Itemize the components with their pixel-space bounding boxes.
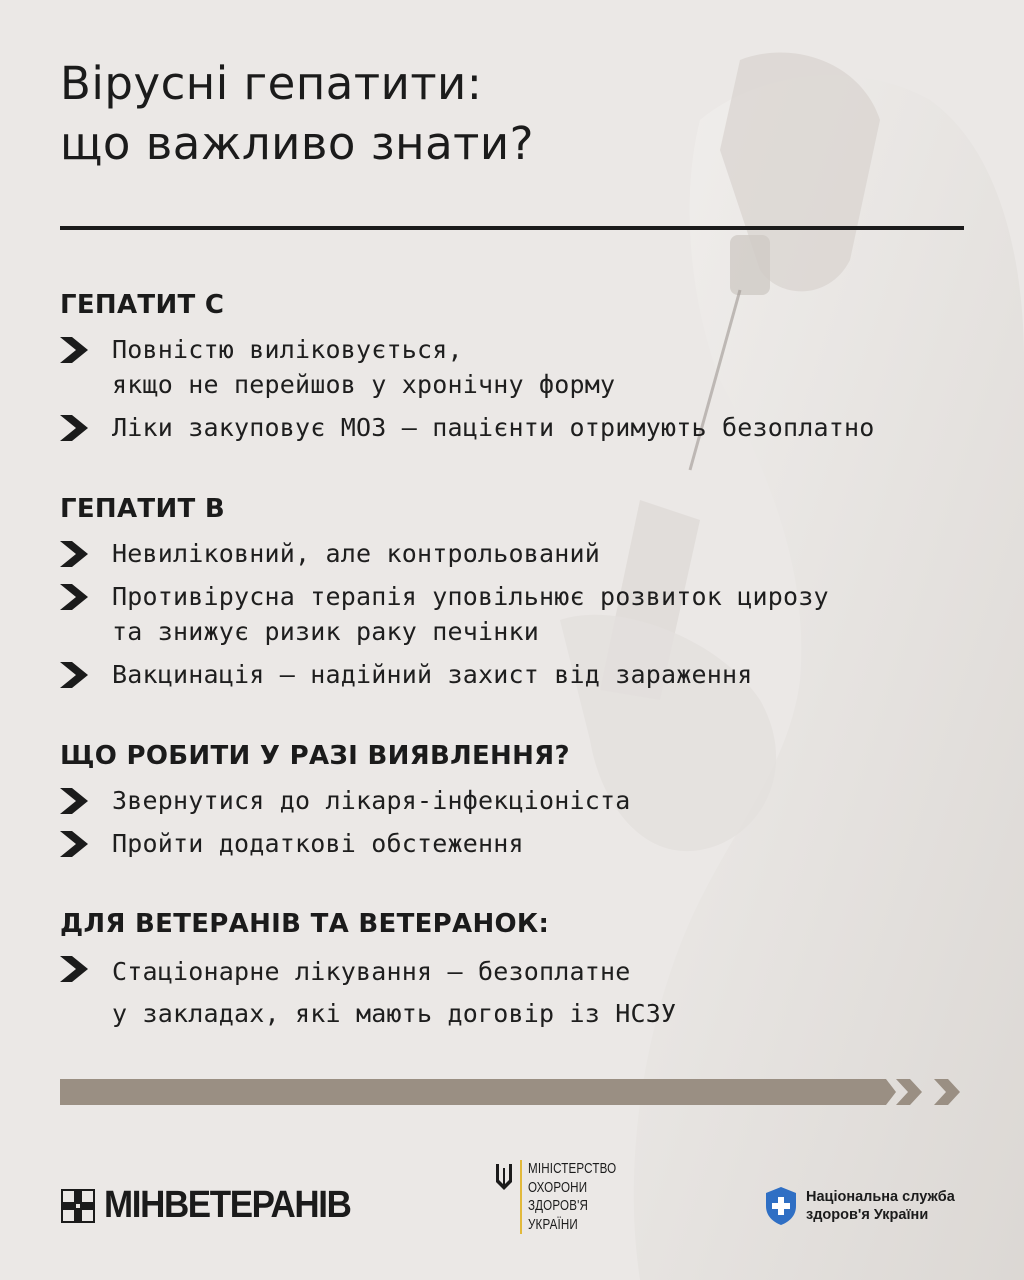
list-item [60,826,980,861]
section-what-to-do [60,739,980,869]
decorative-arrow-bar [60,1079,964,1105]
minveteraniv-logo [60,1184,372,1227]
item-line: Повністю виліковується, [112,335,463,364]
item-line: Невиліковний, але контрольований [112,539,601,568]
title-divider [60,226,964,230]
shield-cross-icon [764,1186,798,1226]
item-line: Пройти додаткові обстеження [112,829,524,858]
nszu-line: здоров'я України [806,1207,929,1223]
section-heading: ДЛЯ ВЕТЕРАНІВ ТА ВЕТЕРАНОК: [60,909,550,939]
item-line: Ліки закуповує МОЗ – пацієнти отримують безоплатно [112,413,875,442]
item-line: Вакцинація – надійний захист від зараження [112,660,753,689]
moz-line: УКРАЇНИ [528,1216,578,1233]
item-line: у закладах, які мають договір із НСЗУ [112,999,677,1028]
nszu-line: Національна служба [806,1189,955,1205]
page-title [60,54,940,174]
title-line-2: що важливо знати? [60,117,534,170]
chevron-right-icon [60,337,92,363]
nszu-logo [764,1186,955,1226]
section-heading: ГЕПАТИТ В [60,494,226,524]
cross-emblem-icon [60,1188,96,1224]
chevron-right-icon [60,956,92,982]
chevron-right-icon [60,541,92,567]
title-line-1: Вірусні гепатити: [60,57,483,110]
chevron-right-icon [60,662,92,688]
list-item [60,783,980,818]
item-line: Звернутися до лікаря-інфекціоніста [112,786,631,815]
item-line: Стаціонарне лікування – безоплатне [112,957,631,986]
list-item [60,951,980,1035]
item-line: Противірусна терапія уповільнює розвиток цирозу [112,582,829,611]
moz-separator [520,1160,522,1234]
section-heading: ГЕПАТИТ С [60,290,225,320]
moz-line: МІНІСТЕРСТВО [528,1161,617,1177]
moz-line: ОХОРОНИ [528,1179,588,1196]
list-item [60,657,980,692]
section-veterans [60,907,980,1043]
chevron-right-icon [60,831,92,857]
chevron-right-icon [60,584,92,610]
list-item [60,410,980,445]
moz-logo [494,1160,638,1234]
chevron-right-icon [60,788,92,814]
item-line: якщо не перейшов у хронічну форму [112,370,616,399]
item-line: та знижує ризик раку печінки [112,617,540,646]
chevron-right-icon [60,415,92,441]
section-heading: ЩО РОБИТИ У РАЗІ ВИЯВЛЕННЯ? [60,741,570,771]
list-item [60,332,980,402]
minvet-wordmark: МІНВЕТЕРАНІВ [104,1184,351,1226]
list-item [60,536,980,571]
trident-icon [494,1162,514,1192]
moz-line: ЗДОРОВ'Я [528,1198,588,1214]
section-hepatitis-c [60,288,980,453]
list-item [60,579,980,649]
section-hepatitis-b [60,492,980,700]
